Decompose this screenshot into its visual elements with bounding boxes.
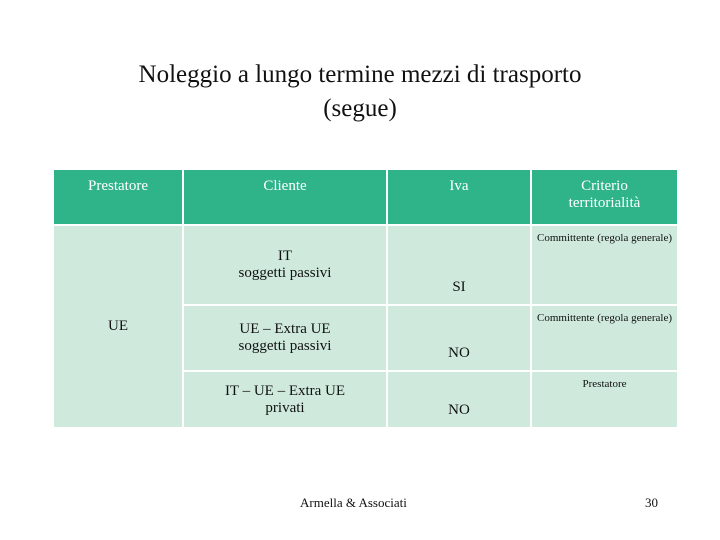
territoriality-table — [52, 168, 677, 427]
footer-author: Armella & Associati — [300, 495, 407, 510]
header-criterio-line-2: territorialità — [568, 195, 641, 211]
header-prestatore: Prestatore — [53, 169, 183, 225]
table-row — [53, 225, 677, 305]
prestatore-cell: UE — [53, 225, 183, 427]
iva-cell: NO — [387, 305, 531, 371]
header-iva: Iva — [387, 169, 531, 225]
table-header-row — [53, 169, 677, 225]
header-criterio-line-1: Criterio — [581, 178, 628, 194]
cliente-line-1: IT – UE – Extra UE — [224, 382, 346, 399]
criterio-cell: Committente (regola generale) — [531, 305, 677, 371]
cliente-line-2: soggetti passivi — [238, 265, 332, 281]
cliente-line-2: soggetti passivi — [238, 338, 332, 354]
title-line-1: Noleggio a lungo termine mezzi di trasporto — [138, 61, 582, 88]
iva-cell: SI — [387, 225, 531, 305]
cliente-cell — [183, 225, 387, 305]
page-title — [60, 58, 660, 126]
criterio-cell: Prestatore — [531, 371, 677, 427]
cliente-line-1: IT — [277, 248, 293, 264]
header-criterio — [531, 169, 677, 225]
iva-cell: NO — [387, 371, 531, 427]
cliente-line-1: UE – Extra UE — [239, 321, 331, 337]
page-number: 30 — [645, 495, 658, 510]
criterio-cell: Committente (regola generale) — [531, 225, 677, 305]
header-cliente: Cliente — [183, 169, 387, 225]
title-line-2: (segue) — [323, 95, 397, 122]
cliente-cell — [183, 371, 387, 427]
cliente-line-2: privati — [265, 399, 305, 416]
cliente-cell — [183, 305, 387, 371]
